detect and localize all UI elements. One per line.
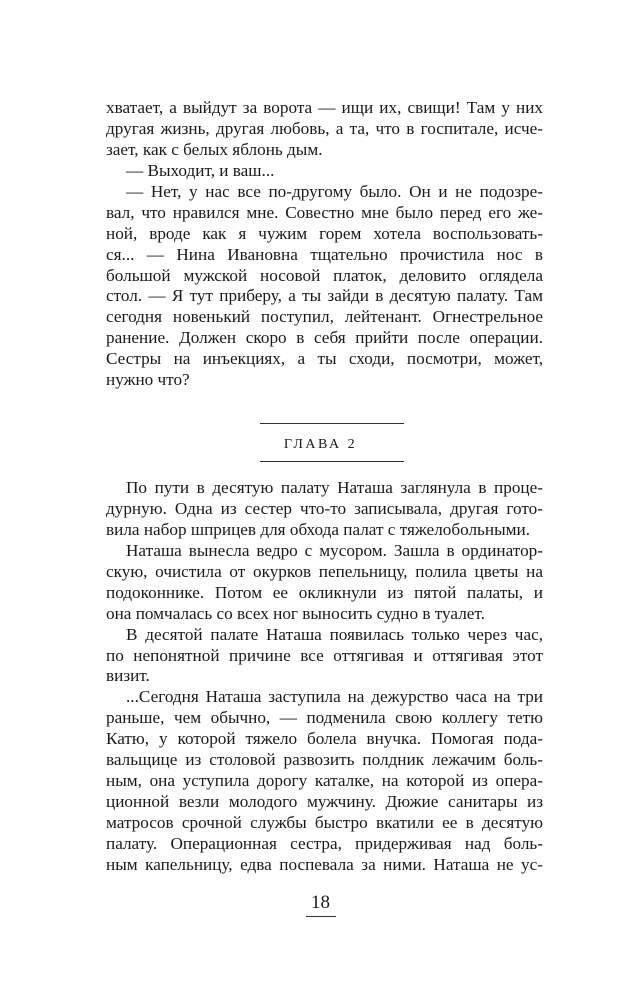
text-line: сегодня новенький поступил, лейтенант. Огнестрельное	[106, 307, 543, 327]
text-line: вила набор шприцев для обхода палат с тяжелобольными.	[106, 519, 531, 539]
text-line: стол. — Я тут приберу, а ты зайди в десятую палату. Там	[106, 286, 543, 306]
text-block-before-chapter	[106, 98, 543, 391]
text-line: раньше, чем обычно, — подменила свою коллегу тетю	[106, 708, 543, 728]
text-line: она помчалась со всех ног выносить судно в туалет.	[106, 603, 485, 623]
text-line: Сестры на инъекциях, а ты сходи, посмотри, может,	[106, 349, 543, 369]
text-line: вальщице из столовой развозить полдник лежачим боль-	[106, 750, 543, 770]
text-line: — Нет, у нас все по-другому было. Он и не подозре-	[126, 181, 543, 201]
chapter-rule-bottom	[260, 461, 404, 462]
text-line: В десятой палате Наташа появилась только через час,	[126, 624, 543, 644]
text-line: ся... — Нина Ивановна тщательно прочистила нос в	[106, 244, 543, 264]
text-block-chapter-2	[106, 478, 543, 876]
text-line: дурную. Одна из сестер что-то записывала, другая гото-	[106, 498, 543, 518]
text-line: по непонятной причине все оттягивая и оттягивая этот	[106, 645, 543, 665]
text-line: вал, что нравился мне. Совестно мне было перед его же-	[106, 202, 543, 222]
text-line: ранение. Должен скоро в себя прийти после операции.	[106, 328, 543, 348]
chapter-rule-top	[260, 423, 404, 424]
text-line: ной, вроде как я чужим горем хотела воспользовать-	[106, 223, 543, 243]
text-line: Наташа вынесла ведро с мусором. Зашла в ординатор-	[126, 540, 543, 560]
page-number: 18	[311, 892, 330, 913]
text-line: ционной везли молодого мужчину. Дюжие санитары из	[106, 792, 543, 812]
text-line: подоконнике. Потом ее окликнули из пятой палаты, и	[106, 582, 543, 602]
page-number-underline	[306, 916, 336, 917]
text-line: По пути в десятую палату Наташа заглянула в проце-	[126, 478, 543, 497]
text-line: скую, очистила от окурков пепельницу, полила цветы на	[106, 561, 543, 581]
text-line: ным капельницу, едва поспевала за ними. Наташа не ус-	[106, 854, 543, 874]
text-line: визит.	[106, 666, 150, 686]
text-line: палату. Операционная сестра, придерживая над боль-	[106, 833, 543, 853]
text-line: хватает, а выйдут за ворота — ищи их, свищи! Там у них	[106, 98, 543, 117]
text-line: матросов срочной службы быстро вкатили ее в десятую	[106, 813, 543, 832]
text-line: другая жизнь, другая любовь, а та, что в госпитале, исче-	[106, 118, 543, 138]
text-line: зает, как с белых яблонь дым.	[106, 139, 323, 159]
text-line: ным, она уступила дорогу каталке, на которой из опера-	[106, 771, 543, 791]
text-line: нужно что?	[106, 370, 190, 390]
text-line: Катю, у которой тяжело болела внучка. Помогая пода-	[106, 729, 543, 749]
text-line: большой мужской носовой платок, деловито оглядела	[106, 265, 543, 285]
chapter-heading: ГЛАВА 2	[283, 437, 358, 452]
text-line: ...Сегодня Наташа заступила на дежурство часа на три	[126, 687, 543, 707]
text-line: — Выходит, и ваш...	[126, 160, 275, 180]
